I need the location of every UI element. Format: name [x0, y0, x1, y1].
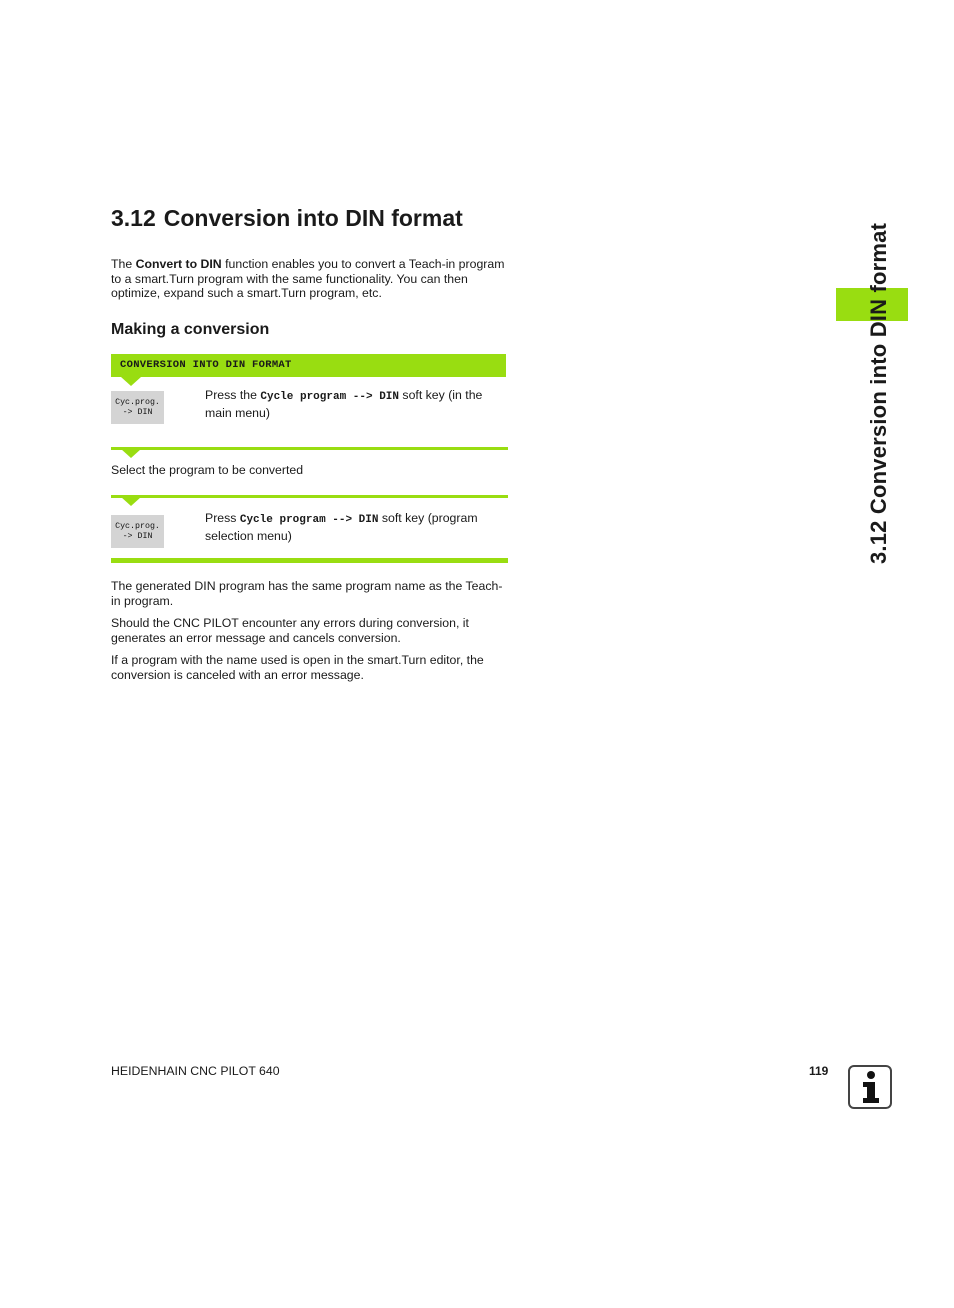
side-section-title: 3.12 Conversion into DIN format: [866, 222, 891, 564]
step-arrow-icon: [121, 449, 141, 458]
note-paragraph: If a program with the name used is open in the smart.Turn editor, the conversion is canceled with an error message.: [111, 653, 484, 682]
softkey-label-line1: Cyc.prog.: [115, 397, 160, 407]
step-2-text: Select the program to be converted: [111, 463, 304, 477]
softkey-label-line1: Cyc.prog.: [115, 521, 160, 531]
section-number: 3.12: [111, 205, 156, 231]
step-divider: [111, 447, 508, 450]
procedure-header: [111, 354, 506, 377]
section-title: Conversion into DIN format: [163, 205, 463, 231]
softkey-label-line2: -> DIN: [122, 407, 153, 417]
note-paragraph: The generated DIN program has the same program name as the Teach-in program.: [111, 579, 503, 608]
procedure-header-label: CONVERSION INTO DIN FORMAT: [120, 359, 292, 371]
subheading: Making a conversion: [111, 321, 270, 338]
intro-pre: The: [111, 257, 136, 271]
softkey-cycle-program-to-din[interactable]: [111, 515, 164, 548]
step-1-softkey-name: Cycle program --> DIN: [260, 391, 399, 403]
page-title: [111, 205, 463, 232]
step-divider: [111, 495, 508, 498]
intro-function-name: Convert to DIN: [135, 257, 222, 271]
info-icon: [848, 1065, 892, 1109]
softkey-cycle-program-to-din[interactable]: [111, 391, 164, 424]
page-number: 119: [809, 1064, 829, 1078]
intro-post: function enables you to convert a Teach-in program to a smart.Turn program with the same functionality. You can then optimize, expand such a smart.Turn program, etc.: [111, 257, 505, 300]
step-3-post: soft key (program selection menu): [205, 511, 478, 543]
step-3-text: [205, 511, 510, 544]
intro-paragraph: [111, 257, 511, 301]
step-arrow-icon: [121, 377, 141, 386]
procedure-end-bar: [111, 558, 508, 563]
softkey-label-line2: -> DIN: [122, 531, 153, 541]
step-1-text: [205, 388, 510, 421]
info-glyph: [850, 1067, 890, 1107]
step-1-pre: Press the: [205, 388, 261, 402]
note-paragraph: Should the CNC PILOT encounter any errors during conversion, it generates an error message and cancels conversion.: [111, 616, 469, 645]
step-1-post: soft key (in the main menu): [205, 388, 483, 420]
footer-product: HEIDENHAIN CNC PILOT 640: [111, 1064, 280, 1078]
step-3-softkey-name: Cycle program --> DIN: [239, 514, 379, 526]
step-arrow-icon: [121, 497, 141, 506]
step-3-pre: Press: [205, 511, 240, 525]
